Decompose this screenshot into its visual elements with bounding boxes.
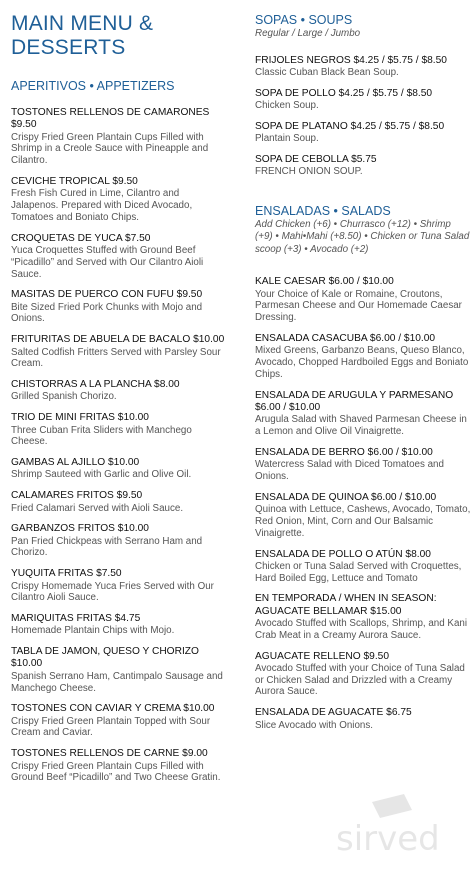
menu-item-name: ENSALADA CASACUBA $6.00 / $10.00 — [255, 333, 436, 345]
soups-list — [255, 55, 471, 178]
menu-item-description: Your Choice of Kale or Romaine, Croutons, Parmesan Cheese and Our Homemade Caesar Dressing. — [255, 288, 462, 324]
menu-item — [11, 412, 229, 448]
menu-item — [11, 107, 229, 167]
menu-item-description: Arugula Salad with Shaved Parmesan Cheese in a Lemon and Olive Oil Vinaigrette. — [255, 414, 467, 438]
menu-item — [255, 390, 471, 438]
menu-item-description: Three Cuban Frita Sliders with Manchego Cheese. — [11, 424, 192, 448]
menu-item — [11, 457, 229, 481]
menu-item-description: Quinoa with Lettuce, Cashews, Avocado, Tomato, Red Onion, Mint, Corn and Our Balsamic Vinaigrette. — [255, 504, 471, 539]
menu-item-name: MASITAS DE PUERCO CON FUFU $9.50 — [11, 289, 203, 301]
menu-item-description: Pan Fried Chickpeas with Serrano Ham and Chorizo. — [11, 535, 203, 559]
menu-item — [11, 233, 229, 281]
menu-item — [255, 447, 471, 483]
menu-item-description: FRENCH ONION SOUP. — [255, 166, 363, 178]
menu-item — [11, 748, 229, 784]
appetizers-list — [11, 107, 229, 784]
menu-item-description: Grilled Spanish Chorizo. — [11, 391, 117, 403]
menu-item-name: TOSTONES RELLENOS DE CAMARONES $9.50 — [11, 107, 210, 131]
menu-item-description: Spanish Serrano Ham, Cantimpalo Sausage and Manchego Cheese. — [11, 670, 223, 694]
menu-item — [255, 593, 471, 641]
menu-item — [255, 333, 471, 381]
menu-item-description: Avocado Stuffed with your Choice of Tuna Salad or Chicken Salad and Drizzled with a Creamy Aurora Sauce. — [255, 662, 465, 698]
menu-item — [11, 613, 229, 637]
menu-item-name: FRITURITAS DE ABUELA DE BACALO $10.00 — [11, 334, 225, 346]
menu-item-name: CROQUETAS DE YUCA $7.50 — [11, 232, 151, 244]
menu-item-description: Shrimp Sauteed with Garlic and Olive Oil. — [11, 469, 192, 481]
menu-item-name: FRIJOLES NEGROS $4.25 / $5.75 / $8.50 — [255, 54, 447, 66]
menu-item-description: Classic Cuban Black Bean Soup. — [255, 66, 399, 78]
menu-item-description: Fried Calamari Served with Aioli Sauce. — [11, 502, 184, 514]
menu-item-name: ENSALADA DE BERRO $6.00 / $10.00 — [255, 446, 433, 458]
watermark-text: sirved — [336, 819, 440, 858]
menu-item-name: GAMBAS AL AJILLO $10.00 — [11, 457, 140, 469]
menu-item-name: SOPA DE CEBOLLA $5.75 — [255, 153, 377, 165]
menu-item-name: CHISTORRAS A LA PLANCHA $8.00 — [11, 379, 180, 391]
menu-item — [255, 492, 471, 540]
menu-item — [255, 88, 471, 112]
menu-item-name: CALAMARES FRITOS $9.50 — [11, 490, 143, 502]
menu-item-description: Chicken Soup. — [255, 99, 319, 111]
menu-item-name: ENSALADA DE POLLO O ATÚN $8.00 — [255, 548, 431, 560]
menu-item-name: CEVICHE TROPICAL $9.50 — [11, 175, 138, 187]
menu-item-name: ENSALADA DE QUINOA $6.00 / $10.00 — [255, 491, 437, 503]
menu-item — [11, 568, 229, 604]
sirved-watermark-logo — [332, 788, 452, 858]
left-column — [11, 0, 229, 784]
soups-subtitle: Regular / Large / Jumbo — [255, 28, 361, 39]
title-line-1: MAIN MENU & — [11, 12, 154, 35]
menu-item — [255, 121, 471, 145]
soups-heading: SOPAS • SOUPS — [255, 13, 353, 27]
menu-item — [255, 55, 471, 79]
menu-item-description: Watercress Salad with Diced Tomatoes and Onions. — [255, 459, 444, 483]
menu-item-description: Crispy Fried Green Plantain Topped with Sour Cream and Caviar. — [11, 715, 211, 739]
menu-item-description: Plantain Soup. — [255, 132, 319, 144]
menu-item — [11, 176, 229, 224]
menu-item-description: Mixed Greens, Garbanzo Beans, Queso Blanco, Avocado, Chopped Hardboiled Eggs and Boniato Chips. — [255, 345, 469, 380]
menu-item-description: Chicken or Tuna Salad Served with Croquettes, Hard Boiled Egg, Lettuce and Tomato — [255, 560, 462, 584]
menu-item-name: ENSALADA DE ARUGULA Y PARMESANO $6.00 / $10.00 — [255, 389, 454, 414]
salads-heading: ENSALADAS • SALADS — [255, 203, 391, 218]
menu-item — [255, 276, 471, 324]
menu-item-description: Crispy Fried Green Plantain Cups Filled with Ground Beef “Picadillo” and Two Cheese Gratin. — [11, 760, 221, 784]
menu-item — [255, 549, 471, 585]
menu-item-name: SOPA DE POLLO $4.25 / $5.75 / $8.50 — [255, 87, 433, 99]
menu-item-name: TOSTONES RELLENOS DE CARNE $9.00 — [11, 748, 208, 760]
menu-item-description: Crispy Homemade Yuca Fries Served with Our Cilantro Aioli Sauce. — [11, 580, 214, 604]
menu-item-description: Bite Sized Fried Pork Chunks with Mojo and Onions. — [11, 301, 203, 325]
menu-item-name: MARIQUITAS FRITAS $4.75 — [11, 613, 141, 625]
menu-item-name: YUQUITA FRITAS $7.50 — [11, 568, 122, 580]
menu-item — [255, 707, 471, 731]
menu-item — [11, 523, 229, 559]
menu-item-name: EN TEMPORADA / WHEN IN SEASON: AGUACATE BELLAMAR $15.00 — [255, 593, 437, 617]
menu-item — [11, 646, 229, 694]
menu-item — [255, 651, 471, 699]
menu-item-description: Fresh Fish Cured in Lime, Cilantro and Jalapenos. Prepared with Diced Avocado, Tomatoes and Boniato Chips. — [11, 188, 193, 223]
menu-item-name: TOSTONES CON CAVIAR Y CREMA $10.00 — [11, 703, 215, 715]
menu-item-description: Homemade Plantain Chips with Mojo. — [11, 625, 175, 637]
salads-subtitle: Add Chicken (+6) • Churrasco (+12) • Shrimp (+9) • Mahi•Mahi (+8.50) • Chicken or Tuna Salad scoop (+3) • Avocado (+2) — [255, 218, 470, 255]
menu-item-name: AGUACATE RELLENO $9.50 — [255, 650, 389, 662]
menu-item — [11, 334, 229, 370]
menu-item — [11, 490, 229, 514]
menu-item — [255, 154, 471, 178]
right-column — [255, 0, 471, 731]
menu-item-description: Crispy Fried Green Plantain Cups Filled with Shrimp in a Creole Sauce with Pineapple and Cilantro. — [11, 131, 209, 167]
menu-item-name: SOPA DE PLATANO $4.25 / $5.75 / $8.50 — [255, 120, 445, 132]
menu-item — [11, 289, 229, 325]
menu-item-name: TABLA DE JAMON, QUESO Y CHORIZO $10.00 — [11, 646, 199, 670]
menu-item-description: Salted Codfish Fritters Served with Parsley Sour Cream. — [11, 346, 221, 370]
menu-item-description: Yuca Croquettes Stuffed with Ground Beef “Picadillo” and Served with Our Cilantro Aioli Sauce. — [11, 244, 204, 280]
appetizers-heading: APERITIVOS • APPETIZERS — [11, 79, 175, 93]
menu-item-name: TRIO DE MINI FRITAS $10.00 — [11, 412, 149, 424]
salads-list — [255, 276, 471, 731]
menu-item-name: ENSALADA DE AGUACATE $6.75 — [255, 707, 412, 719]
menu-item-name: KALE CAESAR $6.00 / $10.00 — [255, 276, 394, 288]
menu-item-description: Slice Avocado with Onions. — [255, 719, 373, 731]
menu-item — [11, 379, 229, 403]
menu-item-name: GARBANZOS FRITOS $10.00 — [11, 523, 149, 535]
menu-item — [11, 703, 229, 739]
page-title — [11, 12, 229, 60]
menu-item-description: Avocado Stuffed with Scallops, Shrimp, and Kani Crab Meat in a Creamy Aurora Sauce. — [255, 618, 468, 641]
title-line-2: DESSERTS — [11, 36, 126, 59]
